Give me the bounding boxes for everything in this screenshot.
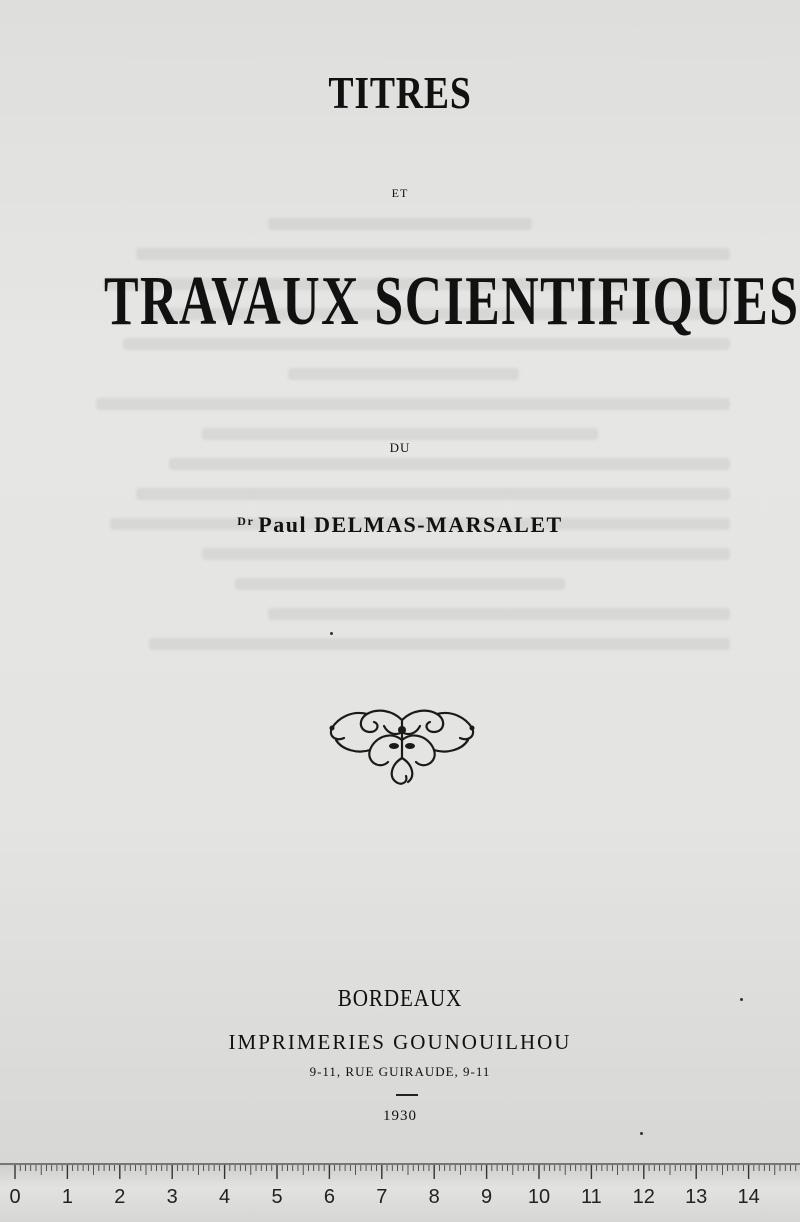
ruler-number: 2 xyxy=(114,1186,126,1208)
divider-rule xyxy=(396,1094,418,1096)
title-travaux-scientifiques: TRAVAUX SCIENTIFIQUES xyxy=(104,263,800,340)
author-prefix: Dr xyxy=(237,514,255,528)
city: BORDEAUX xyxy=(337,986,463,1012)
ruler-number: 12 xyxy=(632,1186,655,1208)
author-line xyxy=(0,512,800,538)
preposition-du: DU xyxy=(389,440,411,455)
title-titres: TITRES xyxy=(328,67,472,118)
ruler-number: 11 xyxy=(581,1186,602,1208)
author-name: Paul DELMAS-MARSALET xyxy=(258,512,563,537)
ruler-scale xyxy=(0,1165,800,1222)
conjunction-et: ET xyxy=(391,186,409,200)
speck xyxy=(740,998,743,1001)
speck xyxy=(330,632,333,635)
ruler-number: 10 xyxy=(527,1186,551,1208)
ruler-number: 9 xyxy=(481,1186,493,1208)
ruler-number: 0 xyxy=(9,1186,21,1208)
publication-year: 1930 xyxy=(383,1108,417,1124)
ruler-number: 14 xyxy=(737,1186,760,1208)
ruler-number: 13 xyxy=(685,1186,708,1208)
measuring-ruler xyxy=(0,1163,800,1222)
printer: IMPRIMERIES GOUNOUILHOU xyxy=(228,1030,572,1054)
ruler-number: 4 xyxy=(219,1186,231,1208)
speck xyxy=(640,1132,643,1135)
floral-ornament-icon xyxy=(322,700,482,790)
printer-address: 9-11, RUE GUIRAUDE, 9-11 xyxy=(309,1064,491,1079)
ruler-number: 1 xyxy=(61,1186,73,1208)
ruler-number: 5 xyxy=(271,1186,283,1208)
ruler-number: 3 xyxy=(166,1186,178,1208)
ruler-number: 7 xyxy=(376,1186,388,1208)
ruler-number: 8 xyxy=(428,1186,440,1208)
ruler-number: 6 xyxy=(323,1186,335,1208)
